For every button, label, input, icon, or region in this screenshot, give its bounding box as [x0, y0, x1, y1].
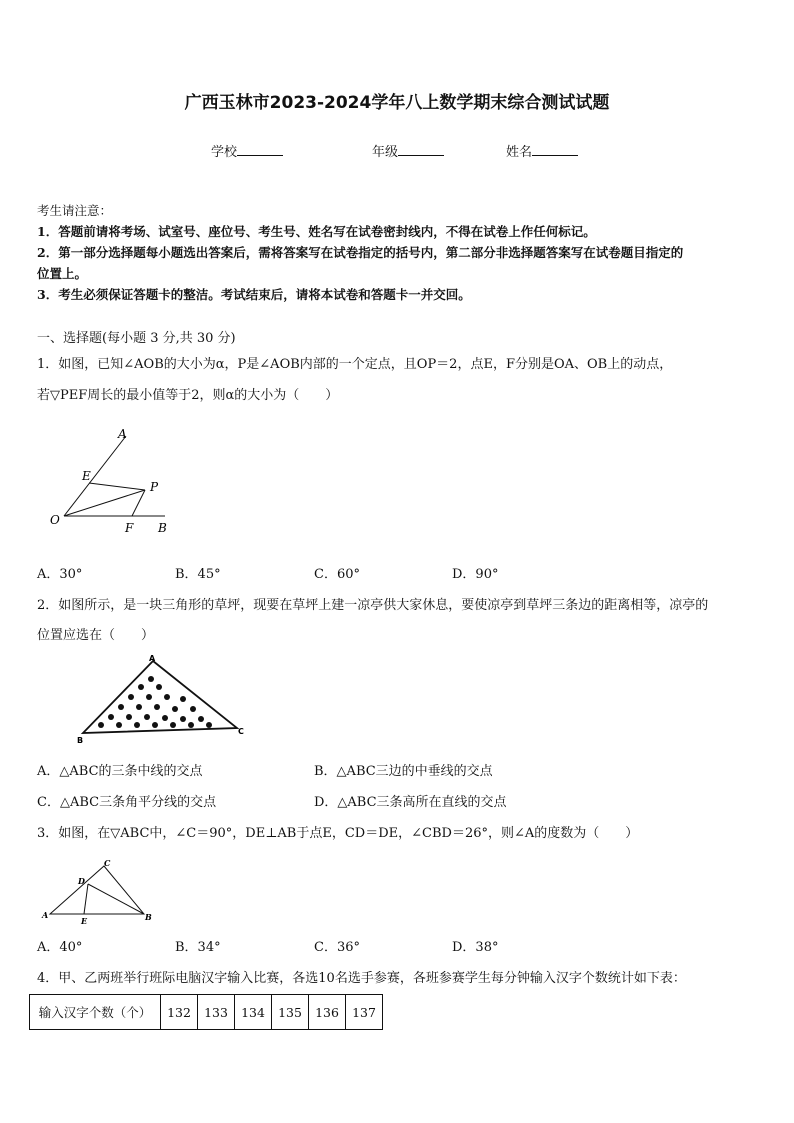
q1-text-line2: 若▽PEF周长的最小值等于2，则α的大小为（ ） — [37, 388, 339, 403]
school-field — [211, 141, 283, 160]
q3-option-a[interactable]: A．40° — [37, 940, 83, 955]
label-p: P — [150, 480, 159, 494]
name-blank[interactable] — [532, 143, 578, 156]
table-cell: 132 — [161, 995, 198, 1030]
q2-text-line1: 2．如图所示，是一块三角形的草坪，现要在草坪上建一凉亭供大家休息，要使凉亭到草坪三条边的距离相等，凉亭的 — [37, 598, 709, 613]
notice-heading: 考生请注意： — [37, 203, 113, 218]
table-cell: 137 — [346, 995, 383, 1030]
label-a: A — [149, 654, 156, 663]
ray-oa — [64, 436, 126, 516]
grade-label: 年级 — [372, 145, 399, 160]
segment-ep — [89, 483, 145, 490]
q2-option-c[interactable]: C．△ABC三条角平分线的交点 — [37, 795, 217, 810]
q1-figure — [40, 420, 180, 540]
label-b: B — [77, 736, 84, 745]
q2-figure — [75, 653, 250, 745]
label-d: D — [78, 876, 85, 886]
lawn-triangle — [83, 661, 237, 733]
q3-figure — [40, 856, 160, 924]
q1-option-a[interactable]: A．30° — [37, 567, 83, 582]
q3-option-c[interactable]: C．36° — [314, 940, 360, 955]
notice-item: 位置上。 — [37, 266, 88, 281]
table-header-cell: 输入汉字个数（个） — [30, 995, 161, 1030]
table-cell: 133 — [198, 995, 235, 1030]
q4-table — [29, 994, 383, 1030]
notice-item: 3．考生必须保证答题卡的整洁。考试结束后，请将本试卷和答题卡一并交回。 — [37, 287, 471, 302]
school-blank[interactable] — [237, 143, 283, 156]
label-e: E — [82, 469, 91, 483]
label-c: C — [238, 727, 244, 736]
q1-option-b[interactable]: B．45° — [175, 567, 221, 582]
section-heading: 一、选择题(每小题 3 分,共 30 分) — [37, 331, 236, 346]
label-c: C — [104, 858, 111, 868]
q2-option-b[interactable]: B．△ABC三边的中垂线的交点 — [314, 764, 493, 779]
q2-text-line2: 位置应选在（ ） — [37, 628, 155, 643]
school-label: 学校 — [211, 145, 238, 160]
segment-bd — [88, 884, 144, 914]
q2-option-a[interactable]: A．△ABC的三条中线的交点 — [37, 764, 203, 779]
q4-text-line1: 4．甲、乙两班举行班际电脑汉字输入比赛，各选10名选手参赛，各班参赛学生每分钟输入汉字个数统计如下表： — [37, 971, 686, 986]
table-row — [30, 995, 383, 1030]
label-a: A — [118, 427, 127, 441]
q3-option-d[interactable]: D．38° — [452, 940, 499, 955]
grade-blank[interactable] — [398, 143, 444, 156]
page-title: 广西玉林市2023-2024学年八上数学期末综合测试试题 — [184, 93, 610, 113]
q1-option-c[interactable]: C．60° — [314, 567, 360, 582]
q1-text-line1: 1．如图，已知∠AOB的大小为α，P是∠AOB内部的一个定点，且OP＝2，点E，F分别是OA、OB上的动点， — [37, 357, 673, 372]
notice-item: 1．答题前请将考场、试室号、座位号、考生号、姓名写在试卷密封线内，不得在试卷上作任何标记。 — [37, 224, 596, 239]
table-cell: 134 — [235, 995, 272, 1030]
name-label: 姓名 — [506, 145, 533, 160]
name-field — [506, 141, 578, 160]
q2-option-d[interactable]: D．△ABC三条高所在直线的交点 — [314, 795, 507, 810]
label-o: O — [50, 513, 60, 527]
label-b: B — [158, 521, 167, 535]
segment-op — [64, 490, 145, 516]
table-cell: 136 — [309, 995, 346, 1030]
q3-text-line1: 3．如图，在▽ABC中，∠C＝90°，DE⊥AB于点E，CD＝DE，∠CBD＝26°，则∠A的度数为（ ） — [37, 826, 639, 841]
segment-de — [84, 884, 88, 914]
q1-option-d[interactable]: D．90° — [452, 567, 499, 582]
grade-field — [372, 141, 444, 160]
label-a: A — [42, 910, 49, 920]
table-cell: 135 — [272, 995, 309, 1030]
label-f: F — [125, 521, 134, 535]
label-e: E — [81, 916, 88, 924]
label-b: B — [145, 912, 152, 922]
notice-block — [37, 200, 683, 305]
notice-item: 2．第一部分选择题每小题选出答案后，需将答案写在试卷指定的括号内，第二部分非选择题答案写在试卷题目指定的 — [37, 245, 684, 260]
q3-option-b[interactable]: B．34° — [175, 940, 221, 955]
